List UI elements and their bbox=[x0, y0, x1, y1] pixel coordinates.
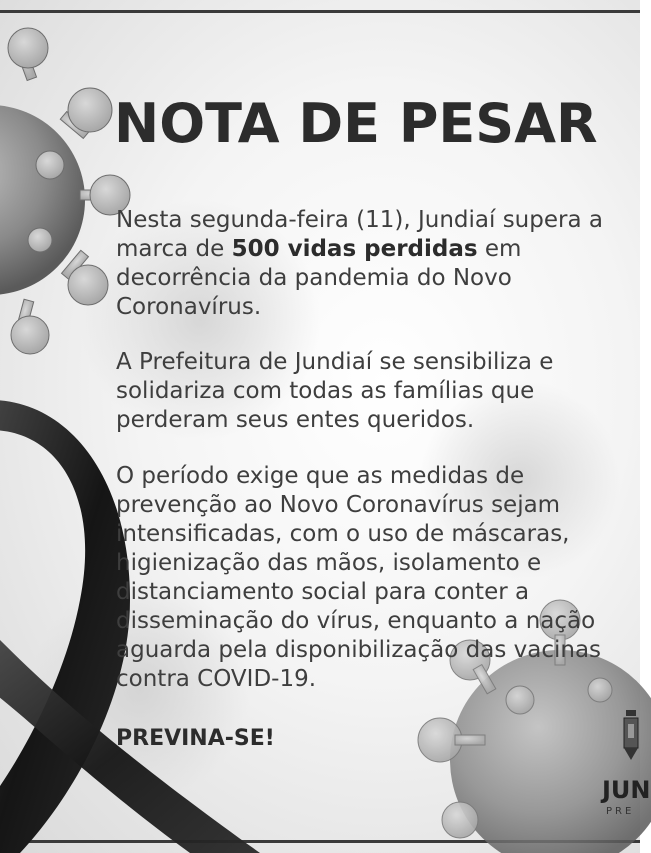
city-logo bbox=[598, 710, 651, 825]
call-to-action: PREVINA-SE! bbox=[116, 726, 275, 751]
paragraph-milestone-end: em decorrência da pandemia do Novo Coronavírus. bbox=[116, 236, 522, 320]
paragraph-milestone-start: Nesta segunda-feira (11), Jundiaí supera a marca de bbox=[116, 207, 603, 262]
paragraph-milestone bbox=[116, 206, 631, 322]
logo-name: JUN bbox=[602, 776, 651, 804]
city-crest-icon bbox=[622, 710, 640, 762]
logo-subtitle: PRE bbox=[606, 806, 635, 817]
page-title: NOTA DE PESAR bbox=[114, 92, 598, 155]
paragraph-prevention: O período exige que as medidas de prevenção ao Novo Coronavírus sejam intensificadas, com o uso de máscaras, higienização das mãos, isolamento e distanciamento social para conter a disseminação do vírus, enquanto a nação aguarda pela disponibilização das vacinas contra COVID-19. bbox=[116, 463, 602, 692]
paragraph-condolences: A Prefeitura de Jundiaí se sensibiliza e solidariza com todas as famílias que perderam seus entes queridos. bbox=[116, 349, 554, 433]
highlight-lives-lost: 500 vidas perdidas bbox=[231, 236, 478, 262]
